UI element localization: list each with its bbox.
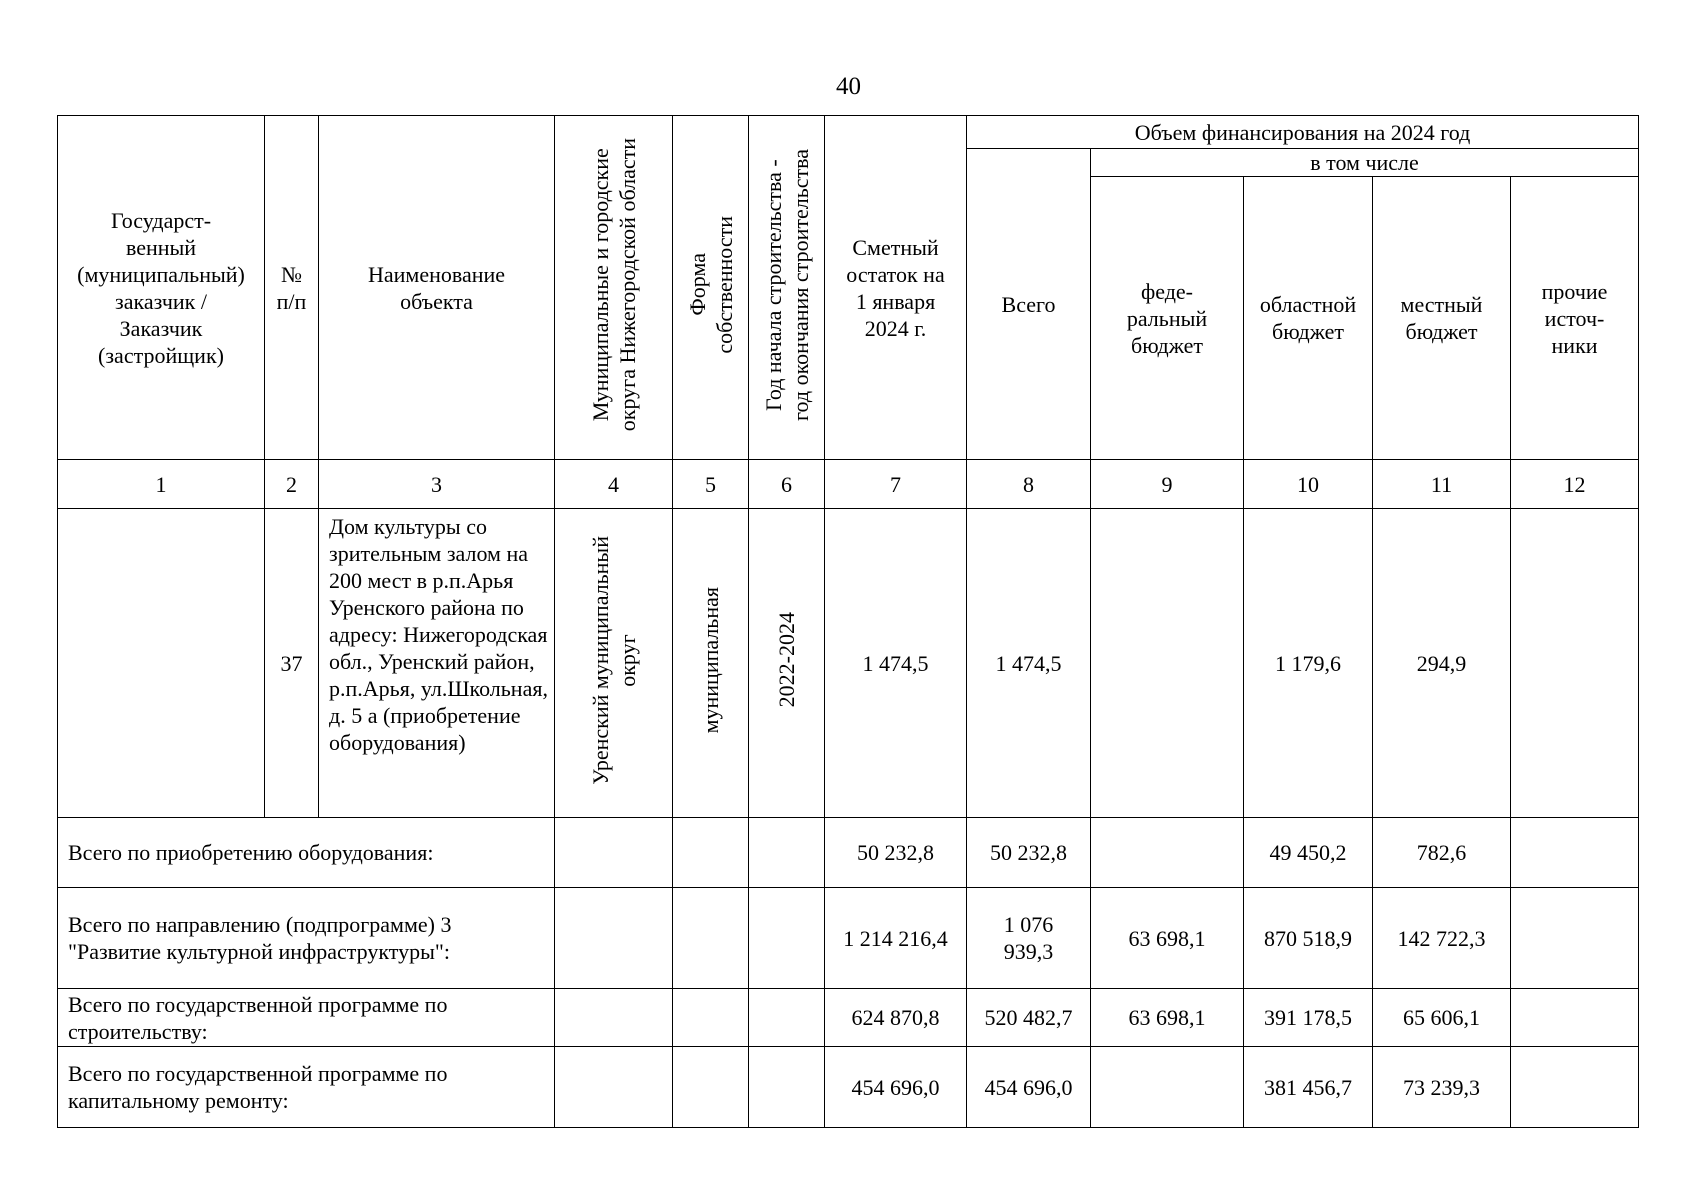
summary-total: 454 696,0 (967, 1047, 1091, 1128)
summary-regional: 381 456,7 (1244, 1047, 1373, 1128)
column-number: 10 (1244, 460, 1373, 509)
header-regional: областной бюджет (1244, 177, 1373, 460)
object-other (1511, 509, 1639, 818)
object-federal (1091, 509, 1244, 818)
header-object-name: Наименование объекта (319, 116, 555, 460)
object-ownership-cell (673, 509, 749, 818)
summary-regional: 391 178,5 (1244, 989, 1373, 1047)
column-number: 8 (967, 460, 1091, 509)
object-name: Дом культуры со зрительным залом на 200 мест в р.п.Арья Уренского района по адресу: Нижегородская обл., Уренский район, р.п.Арья, ул.Школьная, д. 5 а (приобретение оборудования) (319, 509, 555, 818)
summary-federal (1091, 1047, 1244, 1128)
summary-federal: 63 698,1 (1091, 888, 1244, 989)
summary-label: Всего по государственной программе по строительству: (58, 989, 555, 1047)
column-number: 4 (555, 460, 673, 509)
summary-empty (749, 888, 825, 989)
summary-row (58, 989, 1639, 1047)
column-number: 2 (265, 460, 319, 509)
summary-local: 782,6 (1373, 818, 1511, 888)
summary-total: 520 482,7 (967, 989, 1091, 1047)
header-federal: феде- ральный бюджет (1091, 177, 1244, 460)
summary-local: 73 239,3 (1373, 1047, 1511, 1128)
summary-remaining: 454 696,0 (825, 1047, 967, 1128)
summary-label: Всего по государственной программе по капитальному ремонту: (58, 1047, 555, 1128)
summary-federal (1091, 818, 1244, 888)
summary-empty (555, 1047, 673, 1128)
header-ownership: Форма собственности (684, 215, 737, 354)
column-number: 5 (673, 460, 749, 509)
object-total: 1 474,5 (967, 509, 1091, 818)
summary-label: Всего по приобретению оборудования: (58, 818, 555, 888)
summary-empty (749, 818, 825, 888)
column-number: 1 (58, 460, 265, 509)
header-ownership-cell (673, 116, 749, 460)
header-remaining: Сметный остаток на 1 января 2024 г. (825, 116, 967, 460)
summary-other (1511, 888, 1639, 989)
summary-other (1511, 1047, 1639, 1128)
summary-other (1511, 989, 1639, 1047)
header-number: № п/п (265, 116, 319, 460)
object-local: 294,9 (1373, 509, 1511, 818)
column-number: 12 (1511, 460, 1639, 509)
column-numbers-row (58, 460, 1639, 509)
summary-row (58, 818, 1639, 888)
object-years-cell (749, 509, 825, 818)
summary-local: 142 722,3 (1373, 888, 1511, 989)
column-number: 9 (1091, 460, 1244, 509)
object-number: 37 (265, 509, 319, 818)
object-customer (58, 509, 265, 818)
summary-label: Всего по направлению (подпрограмме) 3 "Развитие культурной инфраструктуры": (58, 888, 555, 989)
summary-row (58, 888, 1639, 989)
summary-empty (673, 1047, 749, 1128)
column-number: 7 (825, 460, 967, 509)
column-number: 3 (319, 460, 555, 509)
object-remaining: 1 474,5 (825, 509, 967, 818)
summary-regional: 870 518,9 (1244, 888, 1373, 989)
header-customer: Государст- венный (муниципальный) заказчик / Заказчик (застройщик) (58, 116, 265, 460)
header-district-cell (555, 116, 673, 460)
object-regional: 1 179,6 (1244, 509, 1373, 818)
summary-empty (673, 818, 749, 888)
summary-empty (673, 989, 749, 1047)
header-including-group: в том числе (1091, 149, 1639, 177)
column-number: 11 (1373, 460, 1511, 509)
summary-empty (749, 1047, 825, 1128)
summary-empty (749, 989, 825, 1047)
summary-remaining: 1 214 216,4 (825, 888, 967, 989)
object-ownership: муниципальная (698, 586, 723, 734)
summary-remaining: 624 870,8 (825, 989, 967, 1047)
summary-federal: 63 698,1 (1091, 989, 1244, 1047)
summary-total: 50 232,8 (967, 818, 1091, 888)
summary-regional: 49 450,2 (1244, 818, 1373, 888)
object-district-cell (555, 509, 673, 818)
summary-empty (555, 818, 673, 888)
summary-remaining: 50 232,8 (825, 818, 967, 888)
header-district: Муниципальные и городские округа Нижегородской области (587, 137, 640, 432)
header-local: местный бюджет (1373, 177, 1511, 460)
header-years: Год начала строительства - год окончания строительства (760, 148, 813, 421)
object-district: Уренский муниципальный округ (587, 535, 640, 785)
header-row-1 (58, 116, 1639, 149)
header-funding-group: Объем финансирования на 2024 год (967, 116, 1639, 149)
financing-table (57, 115, 1639, 1128)
summary-row (58, 1047, 1639, 1128)
summary-empty (673, 888, 749, 989)
summary-total: 1 076 939,3 (967, 888, 1091, 989)
header-years-cell (749, 116, 825, 460)
header-total: Всего (967, 149, 1091, 460)
header-other: прочие источ- ники (1511, 177, 1639, 460)
summary-other (1511, 818, 1639, 888)
column-number: 6 (749, 460, 825, 509)
summary-empty (555, 888, 673, 989)
summary-local: 65 606,1 (1373, 989, 1511, 1047)
object-row (58, 509, 1639, 818)
page-number: 40 (836, 73, 861, 100)
summary-empty (555, 989, 673, 1047)
object-years: 2022-2024 (774, 612, 799, 708)
